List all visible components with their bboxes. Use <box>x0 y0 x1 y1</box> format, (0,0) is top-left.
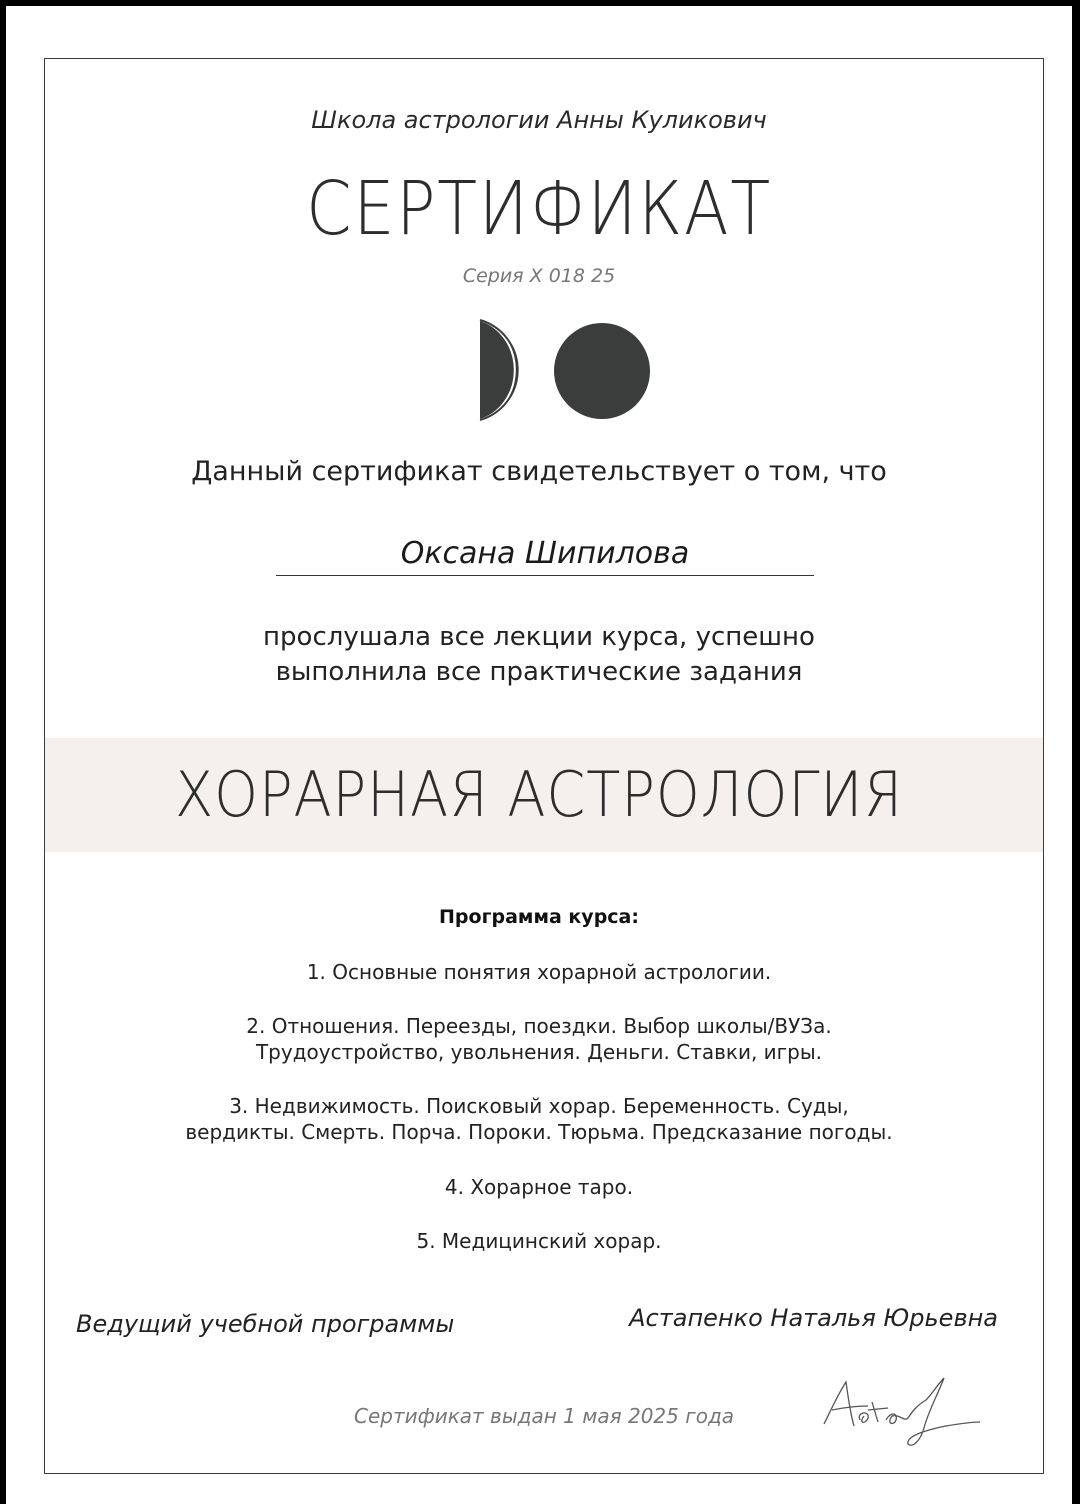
program-item-3 <box>6 1093 1072 1145</box>
issue-date: Сертификат выдан 1 мая 2025 года <box>354 1404 735 1428</box>
program-item-line: 4. Хорарное таро. <box>444 1175 634 1199</box>
school-name: Школа астрологии Анны Куликович <box>311 106 767 134</box>
program-leader-label: Ведущий учебной программы <box>76 1310 455 1338</box>
program-item-5 <box>6 1228 1072 1254</box>
completion-line: выполнила все практические задания <box>275 657 803 687</box>
program-item-line: 5. Медицинский хорар. <box>416 1229 662 1253</box>
moon-phases-logo-icon <box>476 316 661 426</box>
program-item-line: вердикты. Смерть. Порча. Пороки. Тюрьма. Предсказание погоды. <box>185 1120 893 1144</box>
program-item-line: 2. Отношения. Переезды, поездки. Выбор школы/ВУЗа. <box>246 1014 832 1038</box>
certificate-title: СЕРТИФИКАТ <box>306 166 772 252</box>
handwritten-signature-icon <box>816 1372 986 1454</box>
completion-text <box>6 620 1072 690</box>
certificate-series: Серия Х 018 25 <box>462 265 616 287</box>
program-heading: Программа курса: <box>439 906 639 928</box>
program-item-2 <box>6 1013 1072 1065</box>
recipient-underline <box>276 575 814 576</box>
program-item-line: 1. Основные понятия хорарной астрологии. <box>306 960 772 984</box>
program-item-1 <box>6 959 1072 985</box>
program-leader-name: Астапенко Наталья Юрьевна <box>629 1304 998 1332</box>
course-name: ХОРАРНАЯ АСТРОЛОГИЯ <box>174 758 904 831</box>
completion-line: прослушала все лекции курса, успешно <box>263 622 815 652</box>
program-item-line: 3. Недвижимость. Поисковый хорар. Беременность. Суды, <box>229 1094 849 1118</box>
certificate-page <box>6 6 1072 1504</box>
certificate-intro: Данный сертификат свидетельствует о том, что <box>191 456 887 487</box>
program-item-4 <box>6 1174 1072 1200</box>
recipient-name: Оксана Шипилова <box>400 536 690 571</box>
program-item-line: Трудоустройство, увольнения. Деньги. Ставки, игры. <box>255 1040 823 1064</box>
